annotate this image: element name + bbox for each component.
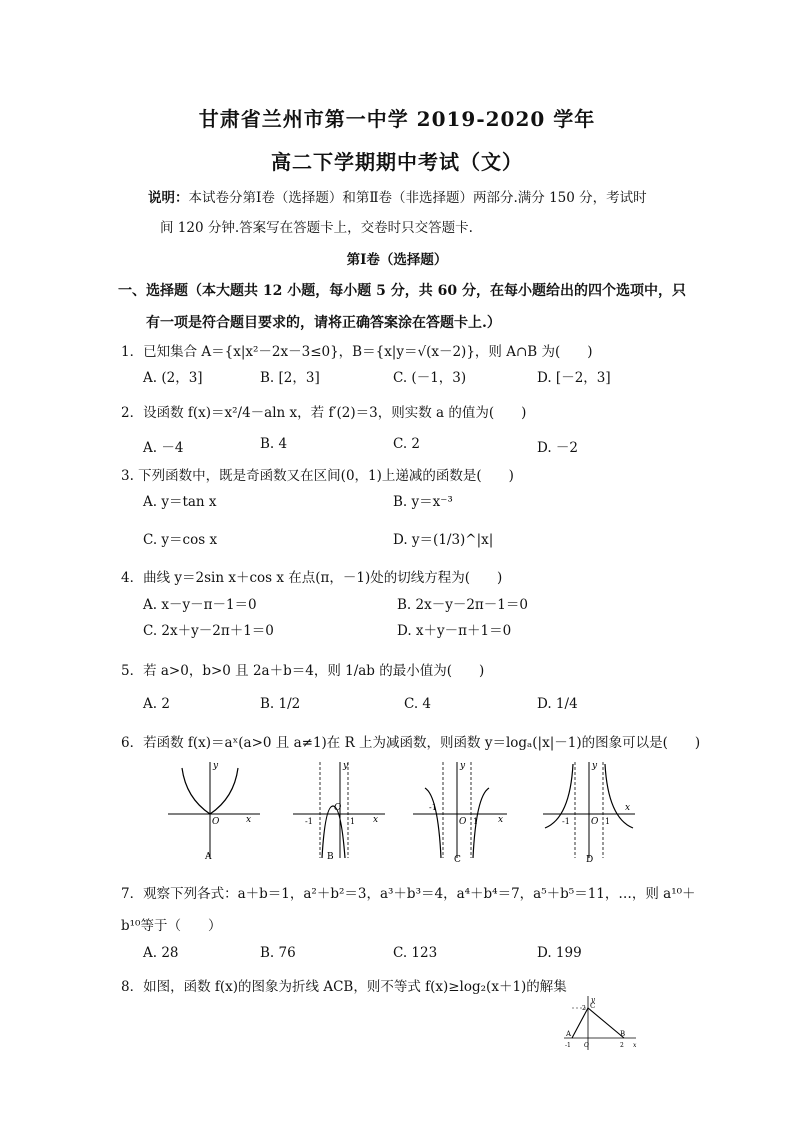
graph-c-y-label: y [460, 761, 466, 771]
q2-option-d: D. －2 [537, 440, 579, 456]
graph-d-y-label: y [592, 761, 598, 771]
q3-option-c: C. y＝cos x [143, 532, 218, 548]
exam-note-line-2: 间 120 分钟.答案写在答题卡上，交卷时只交答题卡. [160, 220, 473, 236]
note-label: 说明： [148, 190, 189, 206]
graph-q8-tick-y2: 2 [582, 1005, 586, 1012]
q4-option-b: B. 2x－y－2π－1＝0 [397, 597, 528, 613]
question-2-stem: 2．设函数 f(x)＝x²/4－aln x，若 f′(2)＝3，则实数 a 的值为( ) [121, 405, 527, 421]
graph-q8-point-b: B [620, 1030, 626, 1038]
question-4-stem: 4．曲线 y＝2sin x＋cos x 在点(π，－1)处的切线方程为( ) [121, 570, 503, 586]
q1-option-b: B. [2，3] [260, 370, 320, 386]
graph-q8-tick-x2: 2 [620, 1042, 624, 1049]
graph-b-x-label: x [373, 815, 379, 825]
q1-option-d: D. [－2，3] [537, 370, 611, 386]
graph-b-origin: O [334, 803, 342, 813]
question-1-stem: 1．已知集合 A＝{x|x²－2x－3≤0}，B＝{x|y＝√(x－2)}，则 A∩B 为( ) [121, 344, 593, 360]
part-header-line-1: 一、选择题（本大题共 12 小题，每小题 5 分，共 60 分，在每小题给出的四个选项中，只 [118, 283, 686, 299]
graph-c-x-label: x [498, 815, 504, 825]
graph-b-y-label: y [343, 761, 349, 771]
graph-q8-polyline [572, 1008, 624, 1038]
graph-q8 [560, 992, 640, 1052]
q5-option-b: B. 1/2 [260, 696, 301, 712]
note-line-1: 本试卷分第Ⅰ卷（选择题）和第Ⅱ卷（非选择题）两部分.满分 150 分，考试时 [188, 190, 647, 206]
graph-c-tick-pos: 1 [473, 817, 479, 826]
graph-a-label: A [205, 852, 212, 862]
q7-option-c: C. 123 [393, 945, 438, 961]
graph-q8-x-label: x [633, 1042, 637, 1049]
q7-option-a: A. 28 [143, 945, 179, 961]
graph-b-label: B [327, 852, 334, 862]
q3-option-d: D. y＝(1/3)^|x| [393, 532, 494, 548]
question-6-stem: 6．若函数 f(x)＝aˣ(a>0 且 a≠1)在 R 上为减函数，则函数 y＝logₐ(|x|－1)的图象可以是( ) [121, 735, 701, 751]
q5-option-a: A. 2 [143, 696, 170, 712]
q1-option-a: A. (2，3] [143, 370, 203, 386]
graph-c-left-curve [425, 788, 441, 858]
graph-q8-point-c: C [590, 1002, 596, 1010]
question-3-stem: 3. 下列函数中，既是奇函数又在区间(0，1)上递减的函数是( ) [121, 468, 514, 484]
graph-q8-point-a: A [566, 1030, 572, 1038]
title-line-1: 甘肃省兰州市第一中学 2019-2020 学年 [198, 107, 596, 131]
q1-option-c: C. (－1，3) [393, 370, 467, 386]
graph-d-x-label: x [625, 803, 631, 813]
part-header-line-2: 有一项是符合题目要求的，请将正确答案涂在答题卡上.） [146, 315, 501, 331]
graph-a-x-label: x [246, 815, 252, 825]
question-7-stem-line-2: b¹⁰等于（ ） [121, 918, 222, 934]
title-line-2: 高二下学期期中考试（文） [271, 150, 523, 174]
graph-a [160, 758, 270, 866]
q7-option-b: B. 76 [260, 945, 296, 961]
question-7-stem: 7．观察下列各式：a＋b＝1，a²＋b²＝3，a³＋b³＝4，a⁴＋b⁴＝7，a⁵＋b⁵＝11，…，则 a¹⁰＋ [121, 886, 696, 902]
q2-option-b: B. 4 [260, 436, 288, 452]
graph-q8-y-label: y [591, 996, 595, 1004]
q3-option-b: B. y＝x⁻³ [393, 494, 453, 510]
graph-a-y-label: y [213, 761, 219, 771]
graph-q8-tick-neg: -1 [565, 1042, 571, 1049]
graph-q8-origin: O [584, 1042, 589, 1049]
graph-a-origin: O [212, 817, 220, 827]
graph-d-tick-pos: 1 [605, 817, 611, 826]
graph-c-label: C [454, 855, 461, 865]
q5-option-d: D. 1/4 [537, 696, 578, 712]
q4-option-a: A. x－y－π－1＝0 [143, 597, 257, 613]
q5-option-c: C. 4 [404, 696, 432, 712]
question-8-stem: 8．如图，函数 f(x)的图象为折线 ACB，则不等式 f(x)≥log₂(x＋1)的解集 [121, 979, 567, 995]
graph-b-tick-pos: 1 [350, 817, 356, 826]
graph-b [285, 758, 395, 866]
graph-d-label: D [586, 855, 594, 865]
graph-c [405, 758, 515, 866]
section-title: 第Ⅰ卷（选择题） [346, 252, 448, 268]
question-5-stem: 5．若 a>0，b>0 且 2a＋b＝4，则 1/ab 的最小值为( ) [121, 663, 485, 679]
graph-c-origin: O [459, 817, 467, 827]
q4-option-c: C. 2x＋y－2π＋1＝0 [143, 623, 274, 639]
exam-note [148, 186, 647, 206]
graph-c-tick-neg: -1 [429, 803, 437, 812]
q7-option-d: D. 199 [537, 945, 582, 961]
q3-option-a: A. y＝tan x [143, 494, 217, 510]
graph-d [535, 758, 645, 866]
graph-d-tick-neg: -1 [562, 817, 570, 826]
graph-b-tick-neg: -1 [305, 817, 313, 826]
q2-option-a: A. －4 [143, 440, 184, 456]
q2-option-c: C. 2 [393, 436, 421, 452]
q4-option-d: D. x＋y－π＋1＝0 [397, 623, 512, 639]
graph-d-origin: O [591, 817, 599, 827]
